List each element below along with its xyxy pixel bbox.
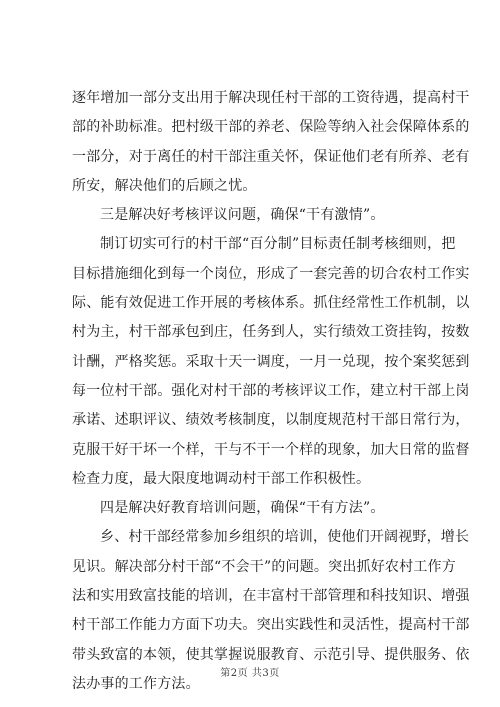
text-line: 克服干好干坏一个样，干与不干一个样的现象，加大日常的监督 — [72, 441, 470, 458]
text-line: 所安，解决他们的后顾之忧。 — [72, 177, 257, 194]
page-number: 第2页 共3页 — [220, 668, 280, 679]
text-line: 每一位村干部。强化对村干部的考核评议工作，建立村干部上岗 — [72, 382, 470, 399]
text-line: 制订切实可行的村干部“百分制”目标责任制考核细则，把 — [100, 236, 456, 253]
text-line: 乡、村干部经常参加乡组织的培训，使他们开阔视野，增长 — [100, 529, 470, 546]
text-line: 一部分，对于离任的村干部注重关怀，保证他们老有所养、老有 — [72, 148, 470, 165]
text-line: 村为主，村干部承包到庄，任务到人，实行绩效工资挂钩，按数 — [72, 324, 470, 341]
text-line: 法办事的工作方法。 — [72, 675, 200, 692]
text-line: 检查力度，最大限度地调动村干部工作积极性。 — [72, 470, 371, 487]
document-body — [72, 84, 470, 699]
text-line: 逐年增加一部分支出用于解决现任村干部的工资待遇，提高村干 — [72, 90, 470, 106]
text-line: 计酬，严格奖惩。采取十天一调度，一月一兑现，按个案奖惩到 — [72, 353, 470, 370]
text-line: 法和实用致富技能的培训，在丰富村干部管理和科技知识、增强 — [72, 588, 470, 605]
text-line: 带头致富的本领，使其掌握说服教育、示范引导、提供服务、依 — [72, 646, 470, 663]
text-line: 目标措施细化到每一个岗位，形成了一套完善的切合农村工作实 — [72, 265, 470, 282]
text-line: 村干部工作能力方面下功夫。突出实践性和灵活性，提高村干部 — [72, 617, 470, 634]
text-line: 见识。解决部分村干部“不会干”的问题。突出抓好农村工作方 — [72, 558, 456, 575]
text-line: 部的补助标准。把村级干部的养老、保险等纳入社会保障体系的 — [72, 119, 470, 136]
text-line: 承诺、述职评议、绩效考核制度，以制度规范村干部日常行为， — [72, 412, 470, 429]
text-line: 际、能有效促进工作开展的考核体系。抓住经常性工作机制，以 — [72, 295, 470, 312]
section-heading: 三是解决好考核评议问题，确保“干有激情”。 — [100, 207, 385, 224]
section-heading: 四是解决好教育培训问题，确保“干有方法”。 — [100, 500, 385, 517]
